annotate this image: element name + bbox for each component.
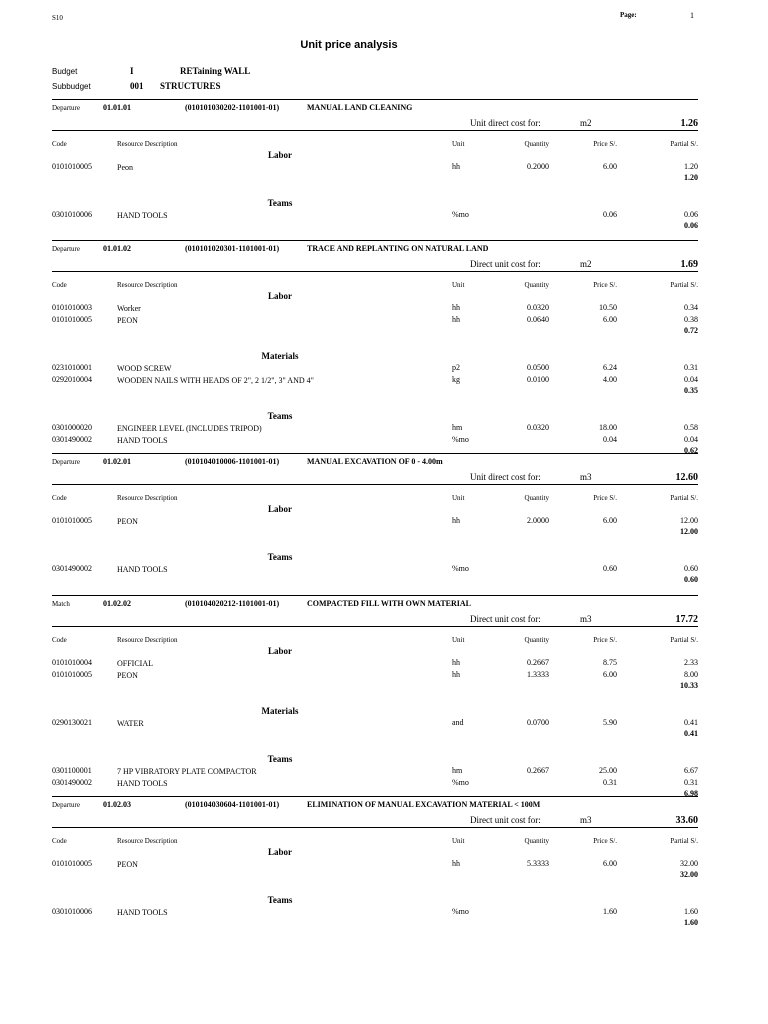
col-header-quantity: Quantity xyxy=(524,281,549,289)
row-price: 18.00 xyxy=(599,423,617,432)
row-price: 0.06 xyxy=(603,210,617,219)
item-reference: (010104020212-1101001-01) xyxy=(185,599,280,608)
row-price: 5.90 xyxy=(603,718,617,727)
row-quantity: 0.2000 xyxy=(527,162,549,171)
group-subtotal: 1.20 xyxy=(684,173,698,182)
row-code: 0231010001 xyxy=(52,363,92,372)
group-subtotal: 32.00 xyxy=(680,870,698,879)
row-partial: 8.00 xyxy=(684,670,698,679)
row-code: 0292010004 xyxy=(52,375,92,384)
col-header-unit: Unit xyxy=(452,494,465,502)
row-unit: p2 xyxy=(452,363,460,372)
row-partial: 2.33 xyxy=(684,658,698,667)
unit-cost-label: Direct unit cost for: xyxy=(470,614,541,624)
row-unit: hh xyxy=(452,670,460,679)
page-label: Page: xyxy=(620,11,637,19)
row-price: 4.00 xyxy=(603,375,617,384)
row-partial: 0.34 xyxy=(684,303,698,312)
col-header-partial: Partial S/. xyxy=(670,837,698,845)
group-title: Labor xyxy=(267,150,292,160)
row-code: 0101010005 xyxy=(52,516,92,525)
col-header-description: Resource Description xyxy=(117,636,178,644)
col-header-unit: Unit xyxy=(452,636,465,644)
col-header-partial: Partial S/. xyxy=(670,140,698,148)
section-header-rule xyxy=(52,130,698,131)
item-name: TRACE AND REPLANTING ON NATURAL LAND xyxy=(307,244,489,253)
unit-cost-label: Direct unit cost for: xyxy=(470,259,541,269)
row-partial: 0.04 xyxy=(684,375,698,384)
row-code: 0301000020 xyxy=(52,423,92,432)
item-number: 01.01.02 xyxy=(103,244,131,253)
subbudget-name: STRUCTURES xyxy=(160,81,221,91)
row-quantity: 0.2667 xyxy=(527,658,549,667)
item-name: COMPACTED FILL WITH OWN MATERIAL xyxy=(307,599,472,608)
col-header-price: Price S/. xyxy=(593,636,617,644)
row-partial: 32.00 xyxy=(680,859,698,868)
unit-cost-unit: m2 xyxy=(580,259,592,269)
row-code: 0301490002 xyxy=(52,778,92,787)
item-type: Departure xyxy=(52,104,80,112)
section-top-rule xyxy=(52,595,698,596)
row-quantity: 1.3333 xyxy=(527,670,549,679)
row-partial: 0.04 xyxy=(684,435,698,444)
section-header-rule xyxy=(52,827,698,828)
item-reference: (010104010006-1101001-01) xyxy=(185,457,280,466)
row-price: 0.60 xyxy=(603,564,617,573)
budget-code: I xyxy=(130,66,134,76)
subbudget-label: Subbudget xyxy=(52,82,91,91)
col-header-price: Price S/. xyxy=(593,837,617,845)
group-subtotal: 0.60 xyxy=(684,575,698,584)
row-partial: 0.38 xyxy=(684,315,698,324)
row-code: 0101010005 xyxy=(52,859,92,868)
col-header-unit: Unit xyxy=(452,140,465,148)
col-header-partial: Partial S/. xyxy=(670,494,698,502)
col-header-description: Resource Description xyxy=(117,140,178,148)
col-header-partial: Partial S/. xyxy=(670,636,698,644)
row-price: 6.24 xyxy=(603,363,617,372)
row-quantity: 0.0500 xyxy=(527,363,549,372)
row-price: 6.00 xyxy=(603,859,617,868)
unit-cost-unit: m3 xyxy=(580,815,592,825)
section-header-rule xyxy=(52,484,698,485)
row-description: ENGINEER LEVEL (INCLUDES TRIPOD) xyxy=(117,424,262,433)
unit-cost-unit: m3 xyxy=(580,614,592,624)
row-quantity: 0.0700 xyxy=(527,718,549,727)
row-description: Worker xyxy=(117,304,141,313)
unit-cost-unit: m3 xyxy=(580,472,592,482)
row-unit: %mo xyxy=(452,435,469,444)
row-price: 6.00 xyxy=(603,162,617,171)
section-top-rule xyxy=(52,796,698,797)
group-subtotal: 10.33 xyxy=(680,681,698,690)
group-title: Labor xyxy=(267,646,292,656)
group-subtotal: 1.60 xyxy=(684,918,698,927)
section-header-rule xyxy=(52,271,698,272)
row-partial: 0.06 xyxy=(684,210,698,219)
row-description: HAND TOOLS xyxy=(117,908,168,917)
col-header-description: Resource Description xyxy=(117,494,178,502)
group-title: Teams xyxy=(267,895,293,905)
row-description: OFFICIAL xyxy=(117,659,154,668)
unit-cost-label: Direct unit cost for: xyxy=(470,815,541,825)
col-header-unit: Unit xyxy=(452,837,465,845)
group-title: Materials xyxy=(261,351,299,361)
row-code: 0101010005 xyxy=(52,670,92,679)
row-code: 0301100001 xyxy=(52,766,92,775)
row-price: 6.00 xyxy=(603,670,617,679)
group-title: Teams xyxy=(267,754,293,764)
row-description: HAND TOOLS xyxy=(117,565,168,574)
row-code: 0101010005 xyxy=(52,162,92,171)
group-title: Labor xyxy=(267,291,292,301)
group-subtotal: 6.98 xyxy=(684,789,698,798)
row-description: PEON xyxy=(117,860,138,869)
row-code: 0101010005 xyxy=(52,315,92,324)
group-subtotal: 0.41 xyxy=(684,729,698,738)
group-subtotal: 12.00 xyxy=(680,527,698,536)
row-partial: 0.31 xyxy=(684,363,698,372)
row-description: WATER xyxy=(117,719,144,728)
row-unit: hh xyxy=(452,315,460,324)
page-title: Unit price analysis xyxy=(300,39,398,51)
item-type: Match xyxy=(52,600,70,608)
row-unit: %mo xyxy=(452,210,469,219)
col-header-unit: Unit xyxy=(452,281,465,289)
row-price: 6.00 xyxy=(603,516,617,525)
row-price: 0.31 xyxy=(603,778,617,787)
row-unit: hh xyxy=(452,303,460,312)
row-quantity: 0.0640 xyxy=(527,315,549,324)
section-top-rule xyxy=(52,453,698,454)
page-number: 1 xyxy=(690,11,694,20)
subbudget-code: 001 xyxy=(130,81,144,91)
group-title: Labor xyxy=(267,504,292,514)
form-code: S10 xyxy=(52,14,63,22)
row-price: 10.50 xyxy=(599,303,617,312)
group-title: Teams xyxy=(267,552,293,562)
row-unit: %mo xyxy=(452,907,469,916)
item-type: Departure xyxy=(52,245,80,253)
row-quantity: 5.3333 xyxy=(527,859,549,868)
unit-cost-unit: m2 xyxy=(580,118,592,128)
unit-cost-label: Unit direct cost for: xyxy=(470,472,541,482)
unit-cost-label: Unit direct cost for: xyxy=(470,118,541,128)
col-header-quantity: Quantity xyxy=(524,140,549,148)
item-name: ELIMINATION OF MANUAL EXCAVATION MATERIAL < 100M xyxy=(307,800,541,809)
col-header-price: Price S/. xyxy=(593,494,617,502)
item-reference: (010104030604-1101001-01) xyxy=(185,800,280,809)
row-unit: hh xyxy=(452,162,460,171)
col-header-code: Code xyxy=(52,140,67,148)
section-top-rule xyxy=(52,99,698,100)
row-code: 0290130021 xyxy=(52,718,92,727)
row-description: HAND TOOLS xyxy=(117,779,168,788)
row-partial: 0.31 xyxy=(684,778,698,787)
row-description: PEON xyxy=(117,316,138,325)
group-subtotal: 0.35 xyxy=(684,386,698,395)
col-header-price: Price S/. xyxy=(593,140,617,148)
row-quantity: 0.0320 xyxy=(527,423,549,432)
row-partial: 6.67 xyxy=(684,766,698,775)
col-header-code: Code xyxy=(52,837,67,845)
section-header-rule xyxy=(52,626,698,627)
group-title: Teams xyxy=(267,411,293,421)
row-description: Peon xyxy=(117,163,133,172)
row-description: 7 HP VIBRATORY PLATE COMPACTOR xyxy=(117,767,257,776)
group-title: Labor xyxy=(267,847,292,857)
group-subtotal: 0.06 xyxy=(684,221,698,230)
row-price: 6.00 xyxy=(603,315,617,324)
row-price: 25.00 xyxy=(599,766,617,775)
row-partial: 0.60 xyxy=(684,564,698,573)
row-quantity: 0.0100 xyxy=(527,375,549,384)
row-unit: %mo xyxy=(452,564,469,573)
row-code: 0101010004 xyxy=(52,658,92,667)
row-partial: 12.00 xyxy=(680,516,698,525)
item-number: 01.02.01 xyxy=(103,457,131,466)
row-partial: 1.20 xyxy=(684,162,698,171)
unit-cost-value: 1.69 xyxy=(680,259,698,270)
col-header-price: Price S/. xyxy=(593,281,617,289)
item-number: 01.02.03 xyxy=(103,800,131,809)
row-unit: hm xyxy=(452,423,463,432)
row-unit: hm xyxy=(452,766,463,775)
item-number: 01.01.01 xyxy=(103,103,131,112)
col-header-quantity: Quantity xyxy=(524,837,549,845)
row-code: 0301490002 xyxy=(52,564,92,573)
row-description: PEON xyxy=(117,517,138,526)
row-description: PEON xyxy=(117,671,138,680)
group-title: Teams xyxy=(267,198,293,208)
row-description: HAND TOOLS xyxy=(117,211,168,220)
row-price: 0.04 xyxy=(603,435,617,444)
row-partial: 0.41 xyxy=(684,718,698,727)
col-header-code: Code xyxy=(52,494,67,502)
row-description: WOOD SCREW xyxy=(117,364,172,373)
col-header-quantity: Quantity xyxy=(524,636,549,644)
col-header-partial: Partial S/. xyxy=(670,281,698,289)
col-header-description: Resource Description xyxy=(117,281,178,289)
budget-label: Budget xyxy=(52,67,78,76)
row-unit: kg xyxy=(452,375,460,384)
item-number: 01.02.02 xyxy=(103,599,131,608)
item-type: Departure xyxy=(52,458,80,466)
row-partial: 1.60 xyxy=(684,907,698,916)
group-title: Materials xyxy=(261,706,299,716)
item-reference: (010101030202-1101001-01) xyxy=(185,103,280,112)
row-description: HAND TOOLS xyxy=(117,436,168,445)
row-unit: hh xyxy=(452,658,460,667)
item-reference: (010101020301-1101001-01) xyxy=(185,244,280,253)
item-type: Departure xyxy=(52,801,80,809)
unit-cost-value: 17.72 xyxy=(675,614,698,625)
row-quantity: 2.0000 xyxy=(527,516,549,525)
row-unit: %mo xyxy=(452,778,469,787)
row-price: 1.60 xyxy=(603,907,617,916)
row-code: 0301490002 xyxy=(52,435,92,444)
row-unit: hh xyxy=(452,859,460,868)
row-code: 0301010006 xyxy=(52,907,92,916)
col-header-quantity: Quantity xyxy=(524,494,549,502)
group-subtotal: 0.62 xyxy=(684,446,698,455)
row-quantity: 0.0320 xyxy=(527,303,549,312)
row-description: WOODEN NAILS WITH HEADS OF 2", 2 1/2", 3" AND 4" xyxy=(117,376,314,385)
item-name: MANUAL EXCAVATION OF 0 - 4.00m xyxy=(307,457,443,466)
unit-cost-value: 1.26 xyxy=(680,118,698,129)
col-header-code: Code xyxy=(52,636,67,644)
row-quantity: 0.2667 xyxy=(527,766,549,775)
col-header-code: Code xyxy=(52,281,67,289)
row-price: 8.75 xyxy=(603,658,617,667)
row-code: 0101010003 xyxy=(52,303,92,312)
unit-cost-value: 33.60 xyxy=(675,815,698,826)
row-unit: hh xyxy=(452,516,460,525)
item-name: MANUAL LAND CLEANING xyxy=(307,103,413,112)
section-top-rule xyxy=(52,240,698,241)
unit-cost-value: 12.60 xyxy=(675,472,698,483)
row-code: 0301010006 xyxy=(52,210,92,219)
col-header-description: Resource Description xyxy=(117,837,178,845)
row-partial: 0.58 xyxy=(684,423,698,432)
budget-name: RETaining WALL xyxy=(180,66,251,76)
row-unit: and xyxy=(452,718,464,727)
group-subtotal: 0.72 xyxy=(684,326,698,335)
